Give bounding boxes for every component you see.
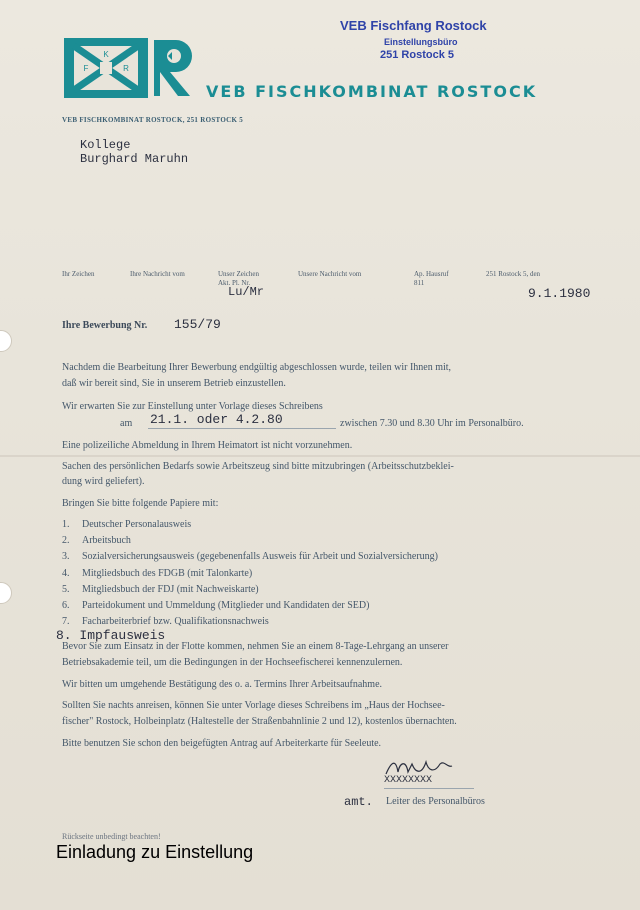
list-text: Deutscher Personalausweis [82,519,192,530]
paragraph-line: Wir bitten um umgehende Bestätigung des o. a. Termins Ihrer Arbeitsaufnahme. [62,679,383,690]
image-caption: Einladung zu Einstellung [56,842,254,862]
paragraph-line: fischer" Rostock, Holbeinplatz (Haltestelle der Straßenbahnlinie 2 und 12), kostenlos übernachten. [62,716,457,727]
value-date: 9.1.1980 [528,286,591,301]
paragraph-line: dung wird geliefert). [62,476,145,487]
paragraph-line: Bevor Sie zum Einsatz in der Flotte kommen, nehmen Sie an einem 8-Tage-Lehrgang an unserer [62,641,449,652]
date-underline [148,428,336,429]
bewerbung-label: Ihre Bewerbung Nr. [62,320,148,331]
signature-amt: amt. [344,795,373,809]
list-text: Facharbeiterbrief bzw. Qualifikationsnachweis [82,616,269,627]
list-number: 2. [62,535,70,546]
field-akt-pl-nr: Akt. Pl. Nr. [218,279,251,287]
value-unser-zeichen: Lu/Mr [228,285,265,299]
signature-title: Leiter des Personalbüros [386,796,485,807]
list-number: 7. [62,616,70,627]
field-apparat: Ap. Hausruf [414,270,449,278]
field-ihr-zeichen: Ihr Zeichen [62,270,95,278]
logo-letter-r: R [123,64,129,73]
field-ihre-nachricht: Ihre Nachricht vom [130,270,185,278]
company-r-logo [150,36,195,100]
paragraph-line: Sollten Sie nachts anreisen, können Sie unter Vorlage dieses Schreibens im „Haus der Hochsee- [62,700,445,711]
typed-over-name: XXXXXXXX [384,775,433,786]
paragraph-line: Nachdem die Bearbeitung Ihrer Bewerbung endgültig abgeschlossen wurde, teilen wir Ihnen mit, [62,362,452,373]
list-number: 4. [62,568,70,579]
list-item [62,584,259,595]
list-number: 6. [62,600,70,611]
company-flag-logo [64,38,148,98]
logo-letter-k: K [103,50,109,59]
list-text: Parteidokument und Ummeldung (Mitglieder und Kandidaten der SED) [82,600,370,611]
sender-address: VEB FISCHKOMBINAT ROSTOCK, 251 ROSTOCK 5 [62,116,244,124]
signature-line [384,788,474,789]
list-item [62,616,269,627]
list-item [62,535,131,546]
company-name: VEB FISCHKOMBINAT ROSTOCK [206,82,538,101]
paragraph-line: Bitte benutzen Sie schon den beigefügten Antrag auf Arbeiterkarte für Seeleute. [62,738,382,749]
paragraph-line: Wir erwarten Sie zur Einstellung unter Vorlage dieses Schreibens [62,401,323,412]
paragraph-line: daß wir bereit sind, Sie in unserem Betrieb einzustellen. [62,378,286,389]
list-text: Arbeitsbuch [82,535,131,546]
recipient-name: Burghard Maruhn [80,152,189,166]
logo-letter-f: F [83,64,89,73]
field-apparat-number: 811 [414,279,425,287]
recipient-salutation: Kollege [80,138,131,152]
office-stamp [340,18,510,61]
field-unser-zeichen: Unser Zeichen [218,270,260,278]
punch-hole [0,582,12,604]
list-number: 5. [62,584,70,595]
paragraph-line: Sachen des persönlichen Bedarfs sowie Arbeitszeug sind bitte mitzubringen (Arbeitsschutzbeklei- [62,461,454,472]
typed-list-item-8: 8. Impfausweis [56,628,166,643]
field-unsere-nachricht: Unsere Nachricht vom [298,270,362,278]
list-item [62,568,252,579]
paragraph-line: Eine polizeiliche Abmeldung in Ihrem Heimatort ist nicht vorzunehmen. [62,440,353,451]
appointment-dates: 21.1. oder 4.2.80 [150,412,283,427]
list-item [62,551,438,562]
list-item [62,519,191,530]
footer-note: Rückseite unbedingt beachten! [62,832,161,841]
paragraph-am: am [120,418,133,429]
paper-fold [0,455,640,457]
field-ort-datum: 251 Rostock 5, den [486,270,541,278]
list-number: 1. [62,519,70,530]
stamp-line-2: Einstellungsbüro [384,37,458,47]
paragraph-line: Betriebsakademie teil, um die Bedingungen in der Hochseefischerei kennenzulernen. [62,657,403,668]
stamp-line-3: 251 Rostock 5 [380,49,454,61]
punch-hole [0,330,12,352]
list-text: Sozialversicherungsausweis (gegebenenfalls Ausweis für Arbeit und Sozialversicherung) [82,551,439,562]
list-text: Mitgliedsbuch der FDJ (mit Nachweiskarte) [82,584,259,595]
stamp-line-1: VEB Fischfang Rostock [340,18,487,33]
bewerbung-number: 155/79 [174,317,221,332]
list-text: Mitgliedsbuch des FDGB (mit Talonkarte) [82,568,253,579]
list-item [62,600,369,611]
paragraph-line: Bringen Sie bitte folgende Papiere mit: [62,498,219,509]
list-number: 3. [62,551,70,562]
paragraph-time: zwischen 7.30 und 8.30 Uhr im Personalbüro. [340,418,524,429]
